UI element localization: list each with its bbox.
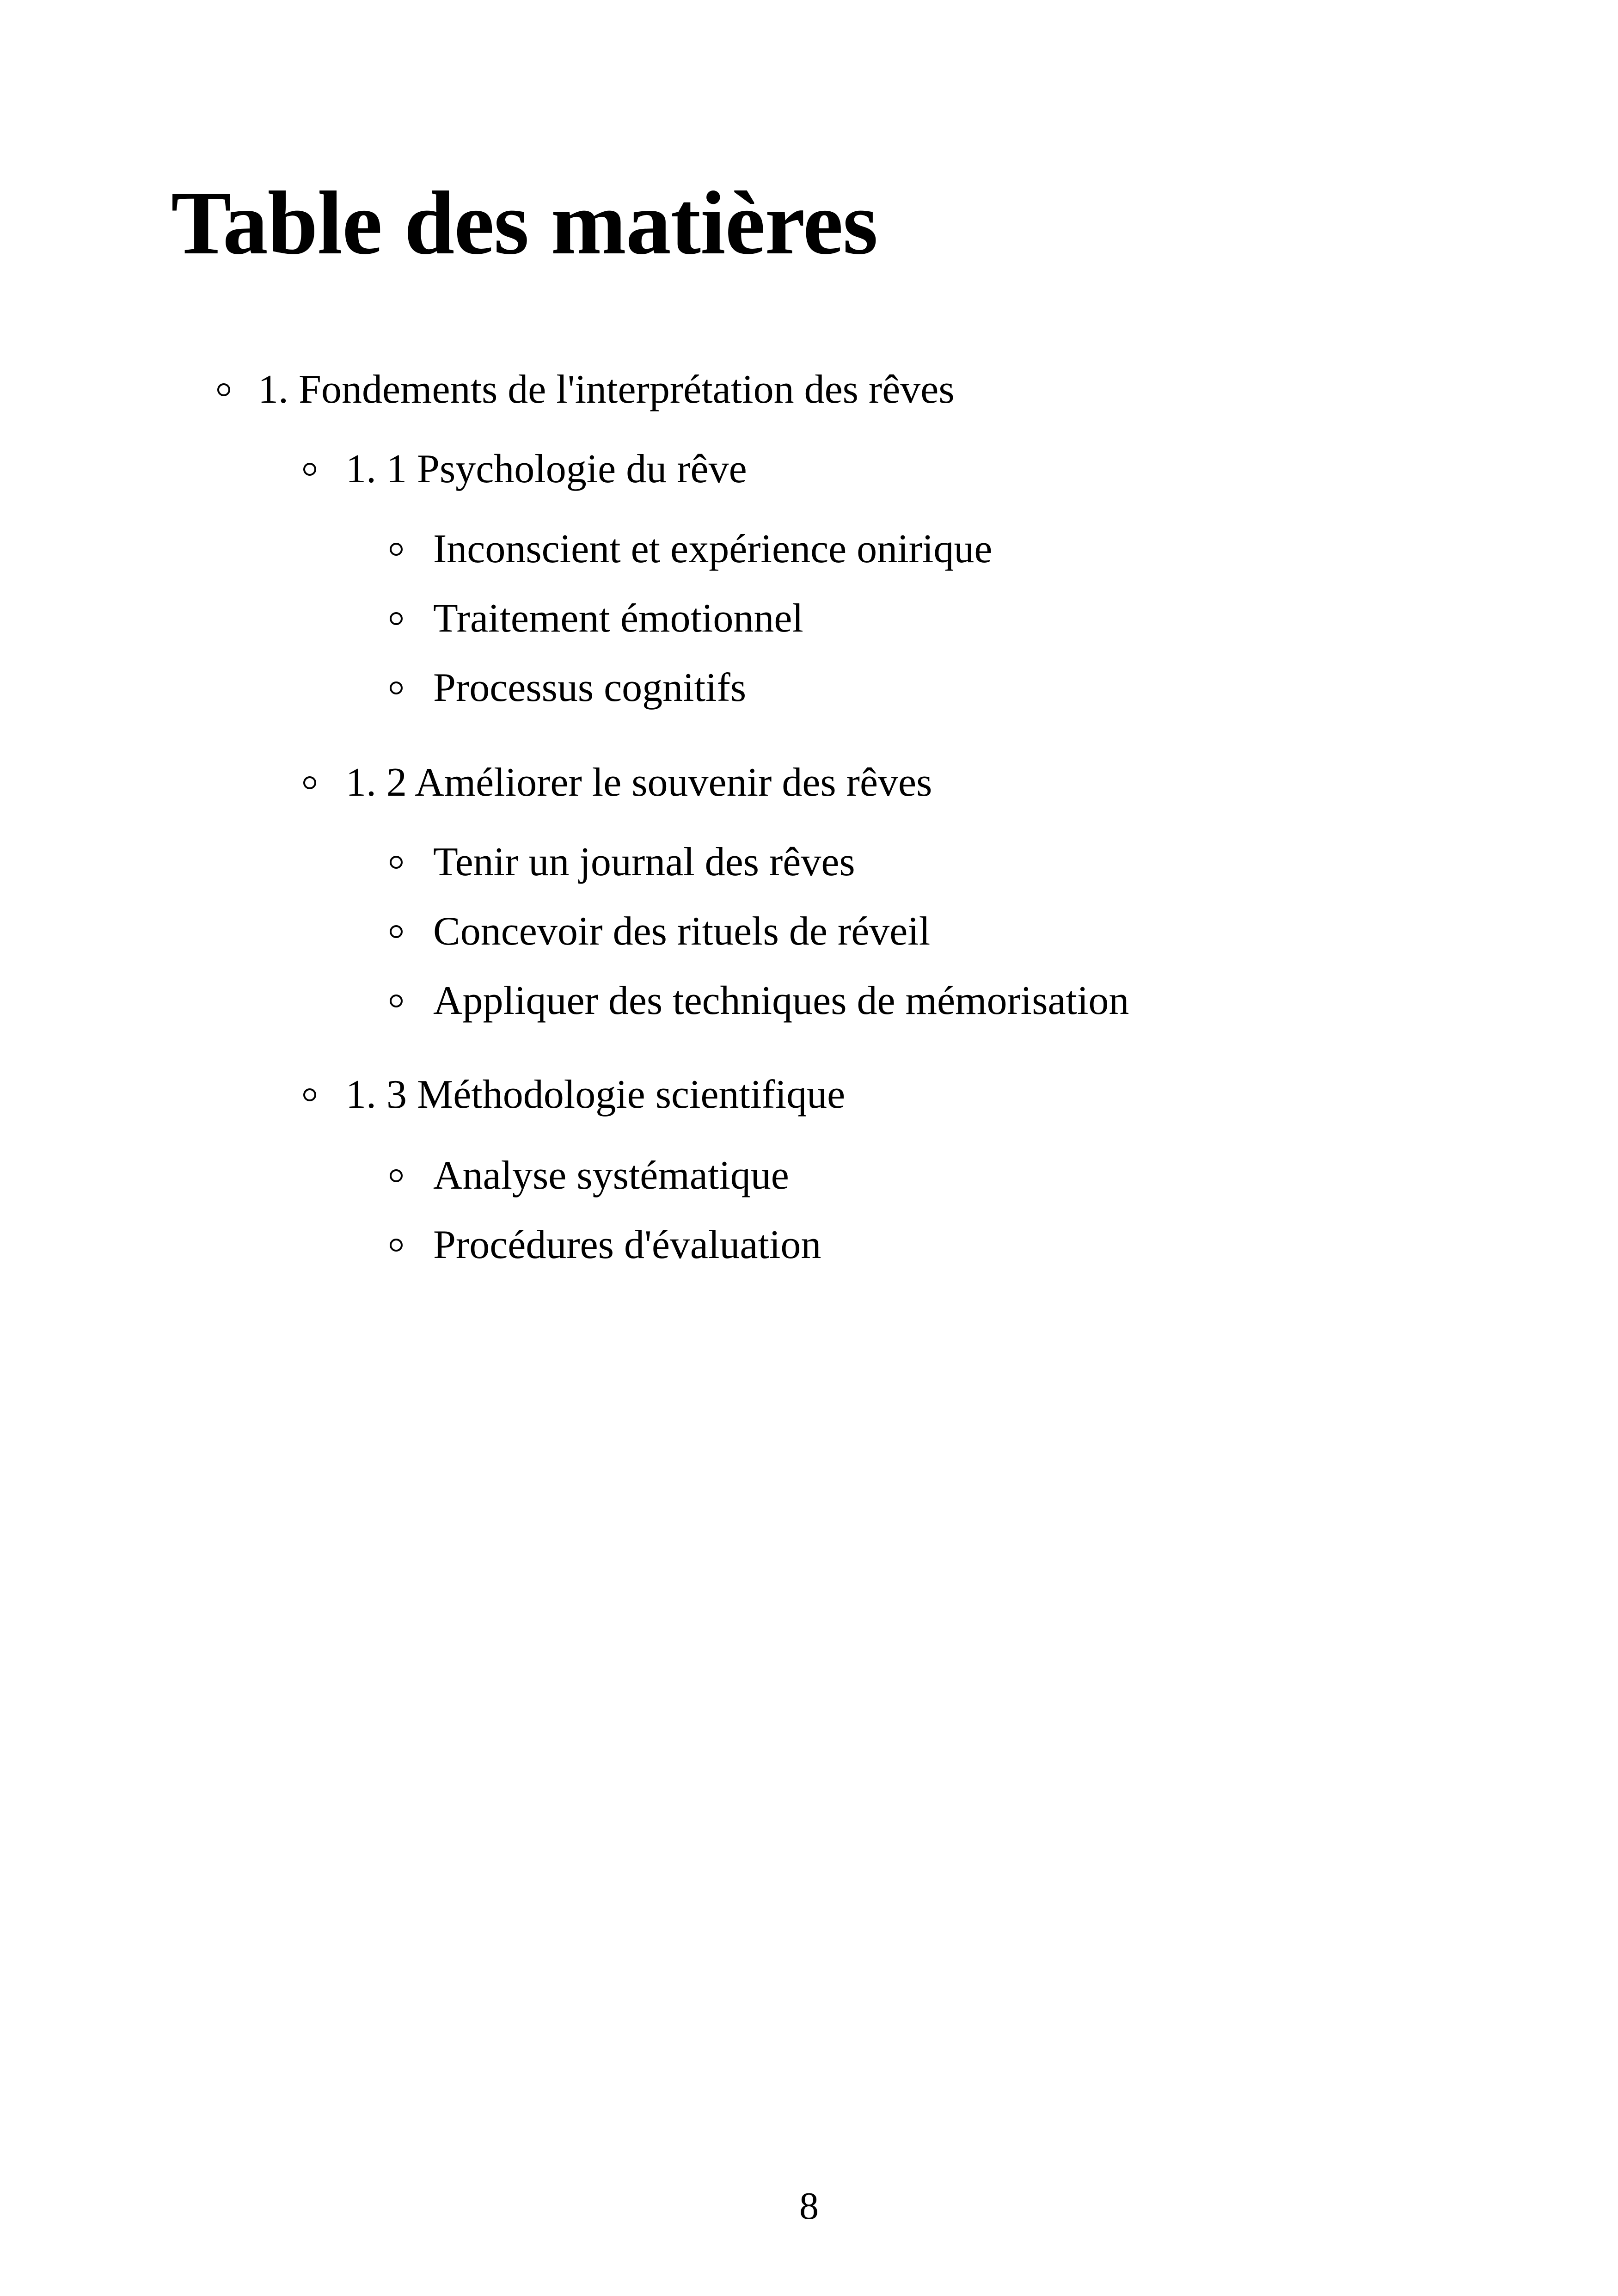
toc-entry-subsection[interactable]: [390, 589, 803, 649]
toc-entry-label: Traitement émotionnel: [433, 596, 803, 641]
toc-entry-label: Inconscient et expérience onirique: [433, 527, 993, 571]
toc-entry-label: Concevoir des rituels de réveil: [433, 909, 931, 954]
toc-entry-subsection[interactable]: [390, 519, 992, 579]
toc-entry-label: 1. 3 Méthodologie scientifique: [346, 1072, 846, 1117]
circle-bullet-icon: [390, 856, 403, 869]
toc-entry-label: Procédures d'évaluation: [433, 1222, 821, 1267]
toc-entry-subsection[interactable]: [390, 658, 746, 718]
page-number: 8: [799, 2185, 819, 2228]
circle-bullet-icon: [390, 543, 403, 556]
toc-entry-label: Tenir un journal des rêves: [433, 840, 855, 884]
page-title: Table des matières: [171, 173, 878, 273]
circle-bullet-icon: [390, 925, 403, 938]
toc-entry-section-1-2[interactable]: [303, 753, 932, 813]
toc-entry-subsection[interactable]: [390, 832, 855, 892]
toc-entry-label: 1. 2 Améliorer le souvenir des rêves: [346, 760, 932, 805]
circle-bullet-icon: [390, 995, 403, 1007]
circle-bullet-icon: [217, 383, 230, 396]
toc-entry-label: 1. 1 Psychologie du rêve: [346, 447, 747, 491]
toc-entry-label: Appliquer des techniques de mémorisation: [433, 978, 1129, 1023]
toc-entry-label: Analyse systématique: [433, 1153, 789, 1198]
circle-bullet-icon: [390, 1239, 403, 1252]
toc-entry-chapter-1[interactable]: [217, 360, 955, 420]
toc-entry-section-1-1[interactable]: [303, 439, 747, 499]
toc-entry-subsection[interactable]: [390, 971, 1129, 1031]
circle-bullet-icon: [303, 776, 316, 789]
circle-bullet-icon: [303, 463, 316, 476]
circle-bullet-icon: [390, 681, 403, 694]
circle-bullet-icon: [390, 1169, 403, 1182]
toc-entry-subsection[interactable]: [390, 1146, 789, 1206]
toc-entry-section-1-3[interactable]: [303, 1065, 845, 1125]
toc-entry-subsection[interactable]: [390, 1215, 821, 1275]
toc-entry-label: 1. Fondements de l'interprétation des rêves: [258, 367, 955, 412]
toc-entry-subsection[interactable]: [390, 902, 930, 962]
circle-bullet-icon: [303, 1088, 316, 1101]
toc-entry-label: Processus cognitifs: [433, 665, 747, 710]
circle-bullet-icon: [390, 612, 403, 625]
